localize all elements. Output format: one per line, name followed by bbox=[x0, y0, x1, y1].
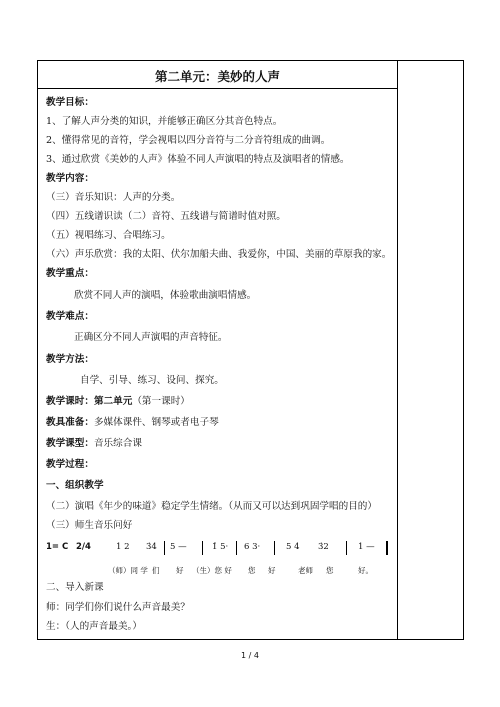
content-item: （五）视唱练习、合唱练习。 bbox=[46, 230, 171, 241]
score-note: 6 3· bbox=[244, 542, 261, 552]
score-meter: 2/4 bbox=[76, 542, 91, 552]
score-lyric: （生）您 好 bbox=[192, 566, 232, 575]
end-bar-line bbox=[386, 541, 388, 555]
score-note: 1 — bbox=[358, 542, 375, 552]
step1-b: （三）师生音乐问好 bbox=[46, 520, 133, 531]
content-item: （四）五线谱识读（二）音符、五线谱与简谱时值对照。 bbox=[46, 211, 286, 222]
page-title: 第二单元：美妙的人声 bbox=[154, 69, 280, 84]
bar-line bbox=[346, 541, 347, 555]
score-key: 1= C bbox=[46, 542, 69, 552]
period-note: （第一课时） bbox=[132, 396, 190, 407]
methods-text: 自学、引导、练习、设问、探究。 bbox=[80, 375, 224, 386]
period-label: 教学课时：第二单元 bbox=[46, 396, 133, 407]
step1-heading: 一、组织教学 bbox=[46, 480, 104, 491]
type-line bbox=[46, 437, 142, 450]
period-line bbox=[46, 395, 190, 408]
bar-line bbox=[202, 541, 203, 555]
difficulty-heading: 教学难点： bbox=[46, 311, 94, 322]
notes-column-divider bbox=[397, 61, 398, 639]
bar-line bbox=[236, 541, 237, 555]
difficulty-text: 正确区分不同人声演唱的声音特征。 bbox=[74, 332, 228, 343]
title-rule bbox=[38, 88, 397, 89]
methods-heading: 教学方法： bbox=[46, 354, 94, 365]
score-lyric: 好。 bbox=[358, 566, 373, 575]
page-number: 1 / 4 bbox=[241, 651, 259, 660]
content-heading: 教学内容： bbox=[46, 173, 94, 184]
score-lyric: 老师 bbox=[298, 566, 313, 575]
tools-line bbox=[46, 416, 219, 429]
lesson-plan-table bbox=[37, 60, 464, 640]
focus-text: 欣赏不同人声的演唱，体验歌曲演唱情感。 bbox=[74, 290, 257, 301]
type-text: 音乐综合课 bbox=[93, 438, 142, 449]
step1-a: （二）演唱《年少的味道》稳定学生情绪。（从而又可以达到巩固学唱的目的） bbox=[46, 501, 377, 512]
score-note: 5 4 bbox=[286, 542, 300, 552]
bar-line bbox=[164, 541, 165, 555]
score-lyric: 您 bbox=[248, 566, 256, 575]
goal-item: 3、通过欣赏《美妙的人声》体验不同人声演唱的特点及演唱者的情感。 bbox=[46, 154, 350, 165]
score-note: 5 — bbox=[170, 542, 187, 552]
score-lyric: 们 bbox=[152, 566, 160, 575]
goal-item: 1、了解人声分类的知识，并能够正确区分其音色特点。 bbox=[46, 116, 283, 127]
score-lyric: （师）同 学 bbox=[108, 566, 148, 575]
content-item: （三）音乐知识：人声的分类。 bbox=[46, 192, 181, 203]
score-note: 1̇ 5· bbox=[212, 542, 229, 552]
score-lyric: 好 bbox=[176, 566, 184, 575]
step2-heading: 二、导入新课 bbox=[46, 582, 104, 593]
type-label: 教学课型： bbox=[46, 438, 94, 449]
goal-item: 2、懂得常见的音符，学会视唱以四分音符与二分音符组成的曲调。 bbox=[46, 135, 331, 146]
dialog-student: 生：（人的声音最美。） bbox=[46, 621, 142, 632]
content-item: （六）声乐欣赏：我的太阳、伏尔加船夫曲、我爱你，中国、美丽的草原我的家。 bbox=[46, 249, 392, 260]
solfege-score bbox=[46, 539, 391, 579]
process-heading: 教学过程： bbox=[46, 459, 94, 470]
score-note: 3̇2 bbox=[318, 542, 329, 552]
score-lyric: 好 bbox=[268, 566, 276, 575]
score-lyric: 您 bbox=[326, 566, 334, 575]
dialog-teacher: 师：同学们你们说什么声音最美？ bbox=[46, 602, 190, 613]
goals-heading: 教学目标： bbox=[46, 97, 94, 108]
bar-line bbox=[274, 541, 275, 555]
score-note: 1 2 bbox=[116, 542, 130, 552]
tools-text: 多媒体课件、钢琴或者电子琴 bbox=[93, 417, 219, 428]
tools-label: 教具准备： bbox=[46, 417, 94, 428]
focus-heading: 教学重点： bbox=[46, 268, 94, 279]
score-note: 3̇4 bbox=[146, 542, 157, 552]
